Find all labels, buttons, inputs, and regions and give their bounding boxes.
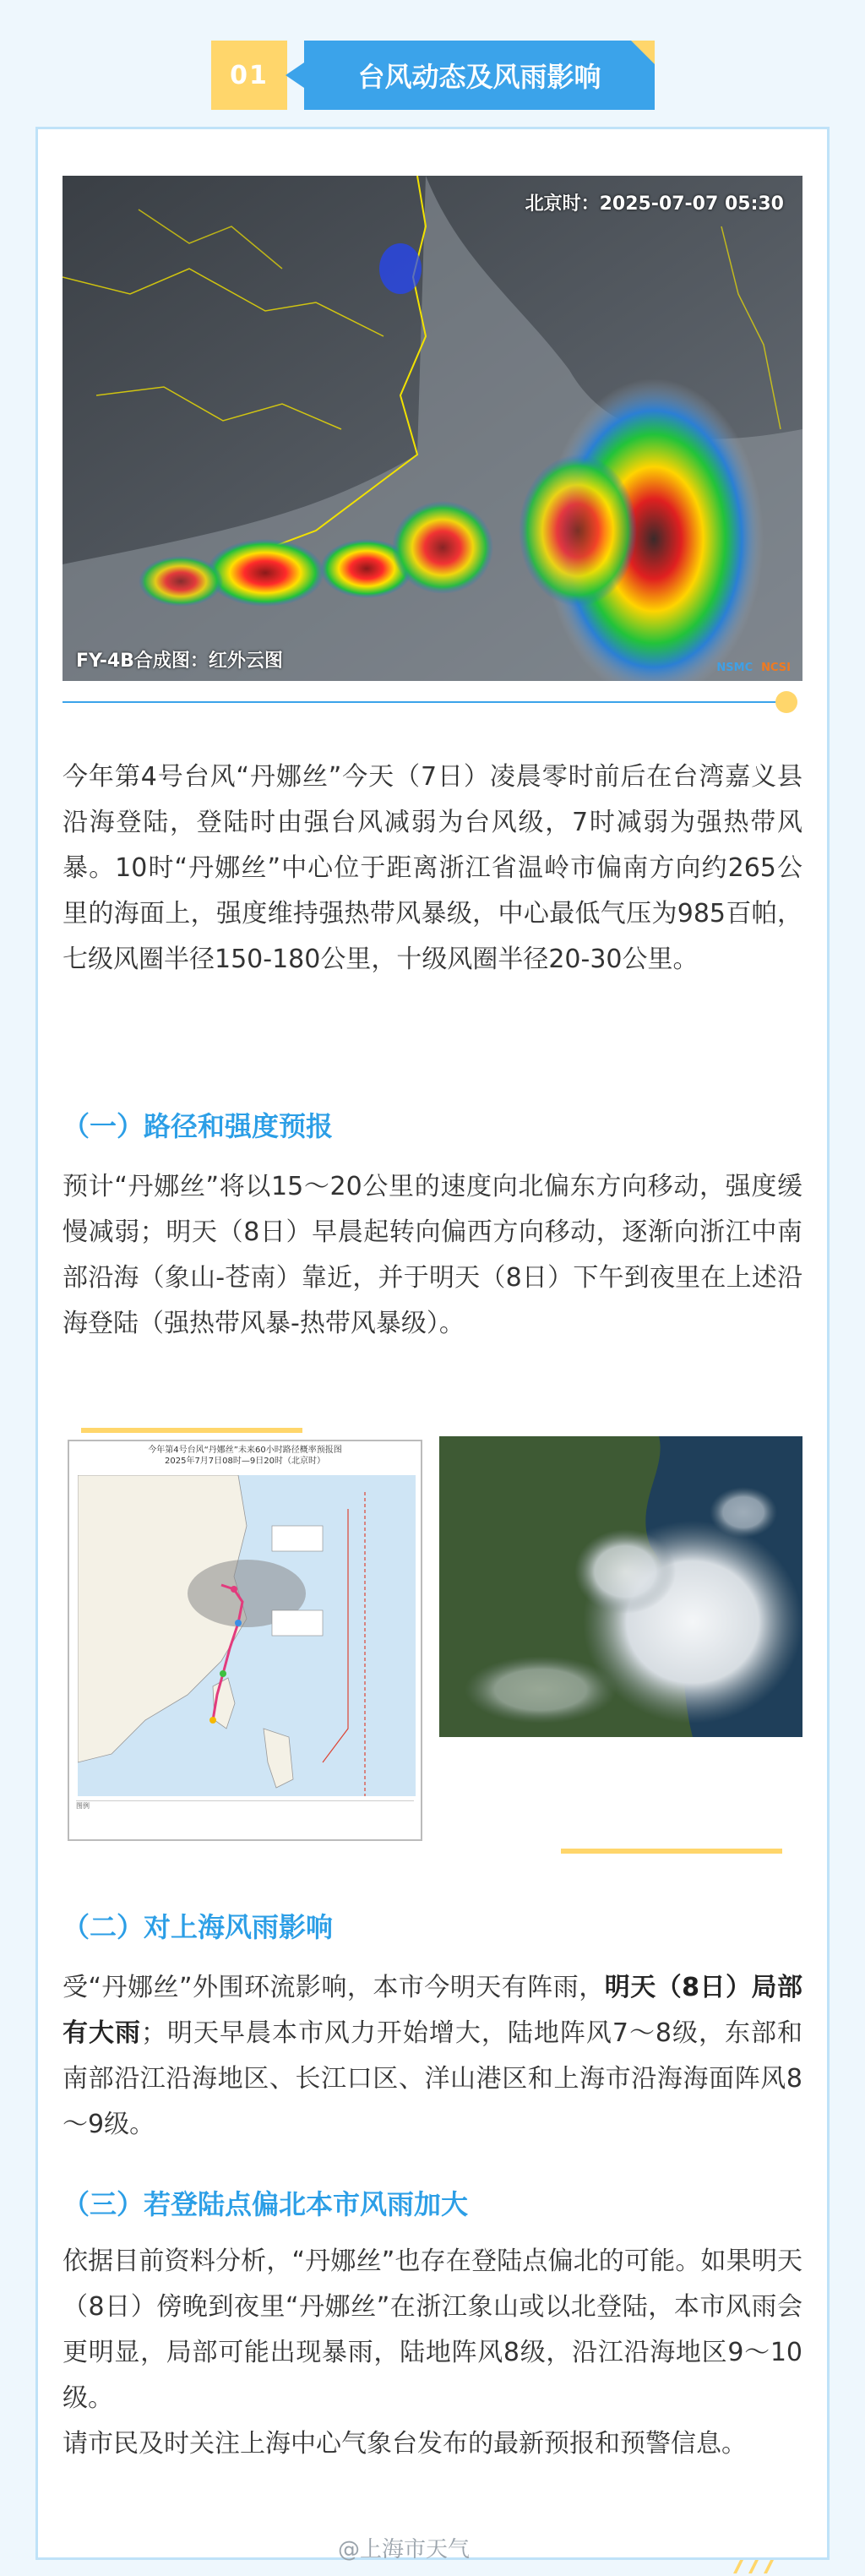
section2-body-part1: 受“丹娜丝”外围环流影响，本市今明天有阵雨，	[63, 1973, 605, 2002]
satellite-timestamp: 北京时：2025-07-07 05:30	[525, 193, 784, 215]
nsmc-logo: NSMC	[716, 662, 753, 674]
satellite-true-color-image[interactable]	[439, 1436, 802, 1737]
section-header	[211, 41, 655, 110]
forecast-map-legend: 图例	[76, 1800, 414, 1834]
typhoon-track-forecast-map[interactable]	[68, 1440, 422, 1841]
forecast-map-graphic	[78, 1475, 416, 1796]
forecast-map-title-line1: 今年第4号台风“丹娜丝”未来60小时路径概率预报图	[148, 1446, 342, 1455]
section3-body: 依据目前资料分析，“丹娜丝”也存在登陆点偏北的可能。如果明天（8日）傍晚到夜里“丹娜丝”在浙江象山或以北登陆，本市风雨会更明显，局部可能出现暴雨，陆地阵风8级，沿江沿海地区9～10级。	[63, 2247, 802, 2413]
image-accent-bar	[561, 1849, 782, 1854]
section-number: 01	[211, 41, 287, 110]
forecast-map-title	[69, 1445, 421, 1467]
section3-notice: 请市民及时关注上海中心气象台发布的最新预报和预警信息。	[63, 2429, 747, 2459]
section3-heading: （三）若登陆点偏北本市风雨加大	[63, 2188, 469, 2220]
section2-body	[63, 1965, 802, 2148]
satellite-caption: FY-4B合成图：红外云图	[76, 651, 283, 672]
divider-dot	[775, 691, 797, 713]
divider-line	[63, 701, 781, 703]
section1-heading: （一）路径和强度预报	[63, 1110, 334, 1142]
section2-body-emphasis: 明天（8日）局部有大雨	[63, 1973, 802, 2048]
intro-paragraph: 今年第4号台风“丹娜丝”今天（7日）凌晨零时前后在台湾嘉义县沿海登陆，登陆时由强台风减弱为台风级，7时减弱为强热带风暴。10时“丹娜丝”中心位于距离浙江省温岭市偏南方向约265公里的海面上，强度维持强热带风暴级，中心最低气压为985百帕，七级风圈半径150-180公里，十级风圈半径20-30公里。	[63, 762, 802, 974]
agency-logos	[716, 662, 791, 674]
weibo-watermark: @上海市天气	[338, 2537, 471, 2562]
decorative-arrows-icon	[725, 2557, 784, 2573]
section-title: 台风动态及风雨影响	[304, 41, 655, 110]
image-accent-bar	[81, 1428, 302, 1433]
satellite-cloud-graphic	[63, 176, 802, 681]
satellite-infrared-image[interactable]	[63, 176, 802, 681]
section1-body: 预计“丹娜丝”将以15～20公里的速度向北偏东方向移动，强度缓慢减弱；明天（8日）早晨起转向偏西方向移动，逐渐向浙江中南部沿海（象山-苍南）靠近，并于明天（8日）下午到夜里在上述沿海登陆（强热带风暴-热带风暴级）。	[63, 1172, 802, 1338]
ncsi-logo: NCSI	[761, 662, 791, 674]
true-color-graphic	[439, 1436, 802, 1737]
section2-body-part2: ；明天早晨本市风力开始增大，陆地阵风7～8级，东部和南部沿江沿海地区、长江口区、洋山港区和上海市沿海海面阵风8～9级。	[63, 2018, 802, 2139]
forecast-map-title-line2: 2025年7月7日08时—9日20时（北京时）	[165, 1457, 325, 1466]
section2-heading: （二）对上海风雨影响	[63, 1911, 334, 1943]
